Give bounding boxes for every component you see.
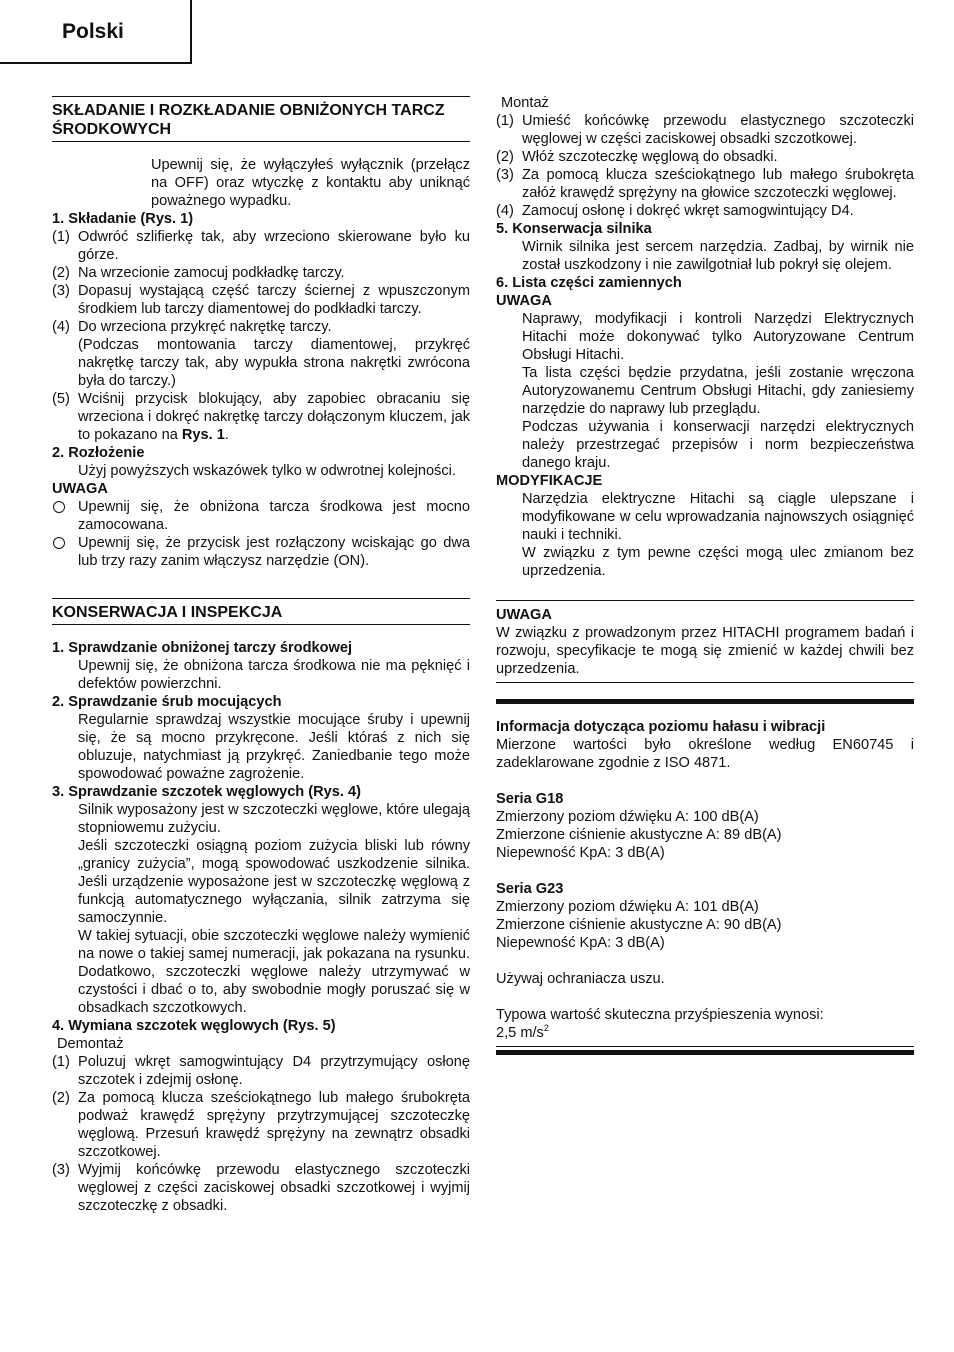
list-item: (4) Do wrzeciona przykręć nakrętkę tarczy.: [52, 319, 332, 335]
paragraph: Podczas używania i konserwacji narzędzi elektrycznych należy przestrzegać przepisów i norm bezpieczeństwa danego kraju.: [522, 419, 914, 471]
section-title-assembly: SKŁADANIE I ROZKŁADANIE OBNIŻONYCH TARCZ ŚRODKOWYCH: [52, 96, 470, 142]
paragraph: Wirnik silnika jest sercem narzędzia. Zadbaj, by wirnik nie został uszkodzony i nie zawilgotniał lub pokrył się olejem.: [522, 239, 914, 273]
paragraph: Upewnij się, że obniżona tarcza środkowa nie ma pęknięć i defektów powierzchni.: [78, 658, 470, 692]
step-note: (Podczas montowania tarczy diamentowej, przykręć nakrętkę tarczy tak, aby wypukła strona nakrętki zwrócona była do tarczy.): [78, 337, 470, 389]
paragraph: Ta lista części będzie przydatna, jeśli zostanie wręczona Autoryzowanemu Centrum Obsługi Hitachi, gdy zaniesiemy narzędzie do naprawy lub przeglądu.: [522, 365, 914, 417]
list-item: (4) Zamocuj osłonę i dokręć wkręt samogwintujący D4.: [496, 203, 854, 219]
note-text: W związku z prowadzonym przez HITACHI programem badań i rozwoju, specyfikacje te mogą się zmienić w każdej chwili bez uprzedzenia.: [496, 625, 914, 677]
caution-item: Upewnij się, że przycisk jest rozłączony wciskając go dwa lub trzy razy zanim włączysz narzędzie (ON).: [52, 534, 470, 570]
safety-warning: Upewnij się, że wyłączyłeś wyłącznik (przełącz na OFF) oraz wtyczkę z kontaktu aby uniknąć poważnego wypadku.: [151, 157, 470, 209]
circle-bullet-icon: [53, 501, 65, 513]
modifications-label: MODYFIKACJE: [496, 473, 603, 489]
noise-heading: Informacja dotycząca poziomu hałasu i wibracji: [496, 719, 826, 735]
list-item: (2) Włóż szczoteczkę węglową do obsadki.: [496, 149, 778, 165]
subsection-heading: 5. Konserwacja silnika: [496, 221, 652, 237]
subsection-heading: 6. Lista części zamiennych: [496, 275, 682, 291]
paragraph: Narzędzia elektryczne Hitachi są ciągle ulepszane i modyfikowane w celu wprowadzania najnowszych osiągnięć nauki i techniki.: [522, 491, 914, 543]
paragraph: Jeśli szczoteczki osiągną poziom zużycia bliski lub równy „granicy zużycia”, mogą spowodować uszkodzenie silnika. Jeśli urządzenie wyposażone jest w szczoteczkę węglową z funkcją automatycznego wyłączania, silnik zatrzyma się samoczynnie.: [78, 838, 470, 926]
subsection-heading: 2. Sprawdzanie śrub mocujących: [52, 694, 282, 710]
caution-label: UWAGA: [52, 481, 108, 497]
circle-bullet-icon: [53, 537, 65, 549]
list-item: (3) Wyjmij końcówkę przewodu elastycznego szczoteczki węglowej z części zaciskowej obsadki szczotkowej i wyjmij szczoteczkę z obsadki.: [52, 1162, 470, 1214]
list-item: (1) Umieść końcówkę przewodu elastycznego szczoteczki węglowej w części zaciskowej obsadki szczotkowej.: [496, 113, 914, 147]
list-item: (1) Odwróć szlifierkę tak, aby wrzeciono skierowane było ku górze.: [52, 229, 470, 263]
noise-line: Zmierzony poziom dźwięku A: 100 dB(A): [496, 809, 759, 825]
thick-divider: [496, 1050, 914, 1055]
paragraph: W związku z tym pewne części mogą ulec zmianom bez uprzedzenia.: [522, 545, 914, 579]
series-g23-title: Seria G23: [496, 881, 564, 897]
ear-protection-text: Używaj ochraniacza uszu.: [496, 971, 665, 987]
subsection-heading: 1. Sprawdzanie obniżonej tarczy środkowej: [52, 640, 353, 656]
subsection-heading: 4. Wymiana szczotek węglowych (Rys. 5): [52, 1018, 336, 1034]
disassembly-text: Użyj powyższych wskazówek tylko w odwrotnej kolejności.: [78, 463, 456, 479]
paragraph: Regularnie sprawdzaj wszystkie mocujące śruby i upewnij się, że są mocno przykręcone. Jeśli któraś z nich się obluzuje, natychmiast ją przykręć. Zaniedbanie tego może spowodować poważne zagrożenie.: [78, 712, 470, 782]
caution-label: UWAGA: [496, 293, 552, 309]
vibration-text: Typowa wartość skuteczna przyśpieszenia wynosi:: [496, 1007, 824, 1023]
language-tab: [0, 0, 192, 64]
note-label: UWAGA: [496, 607, 552, 623]
disassembly-heading: 2. Rozłożenie: [52, 445, 145, 461]
left-column: [52, 96, 470, 1215]
noise-intro: Mierzone wartości było określone według EN60745 i zadeklarowane zgodnie z ISO 4871.: [496, 737, 914, 771]
paragraph: W takiej sytuacji, obie szczoteczki węglowe należy wymienić na nowe o takiej samej numeracji, jak pokazana na rysunku. Dodatkowo, szczoteczki węglowe należy utrzymywać w czystości i dbać o to, aby swobodnie mogły poruszać się w obsadkach szczotkowych.: [78, 928, 470, 1016]
noise-line: Zmierzone ciśnienie akustyczne A: 89 dB(A): [496, 827, 782, 843]
noise-line: Zmierzone ciśnienie akustyczne A: 90 dB(A): [496, 917, 782, 933]
language-label: Polski: [62, 20, 124, 43]
series-g18-title: Seria G18: [496, 791, 564, 807]
assembly-heading: 1. Składanie (Rys. 1): [52, 211, 194, 227]
paragraph: Silnik wyposażony jest w szczoteczki węglowe, które ulegają stopniowemu zużyciu.: [78, 802, 470, 836]
list-item: (2) Za pomocą klucza sześciokątnego lub małego śrubokręta podważ krawędź sprężyny przytrzymującej szczoteczkę węglową. Przesuń krawędź sprężyny na zewnątrz obsadki szczotkowej.: [52, 1090, 470, 1160]
paragraph: Naprawy, modyfikacji i kontroli Narzędzi Elektrycznych Hitachi może dokonywać tylko Autoryzowane Centrum Obsługi Hitachi.: [522, 311, 914, 363]
demontaz-label: Demontaż: [57, 1036, 124, 1052]
list-item: (2) Na wrzecionie zamocuj podkładkę tarczy.: [52, 265, 345, 281]
list-item: (5) Wciśnij przycisk blokujący, aby zapobiec obracaniu się wrzeciona i dokręć nakrętkę tarczy dołączonym kluczem, jak to pokazano na Rys. 1.: [52, 391, 470, 443]
list-item: (3) Dopasuj wystającą część tarczy ściernej z wpuszczonym środkiem lub tarczy diamentowej do podkładki tarczy.: [52, 283, 470, 317]
noise-line: Niepewność KpA: 3 dB(A): [496, 845, 665, 861]
right-column: [496, 94, 914, 1055]
montaz-label: Montaż: [501, 95, 549, 111]
noise-line: Zmierzony poziom dźwięku A: 101 dB(A): [496, 899, 759, 915]
noise-line: Niepewność KpA: 3 dB(A): [496, 935, 665, 951]
vibration-value: 2,5 $m/s^2$: [496, 1023, 549, 1041]
list-item: (3) Za pomocą klucza sześciokątnego lub małego śrubokręta załóż krawędź sprężyny na głowice szczoteczki węglowej.: [496, 167, 914, 201]
list-item: (1) Poluzuj wkręt samogwintujący D4 przytrzymujący osłonę szczotek i zdejmij osłonę.: [52, 1054, 470, 1088]
section-title-maintenance: KONSERWACJA I INSPEKCJA: [52, 598, 470, 625]
subsection-heading: 3. Sprawdzanie szczotek węglowych (Rys. 4): [52, 784, 361, 800]
caution-item: Upewnij się, że obniżona tarcza środkowa jest mocno zamocowana.: [52, 498, 470, 534]
